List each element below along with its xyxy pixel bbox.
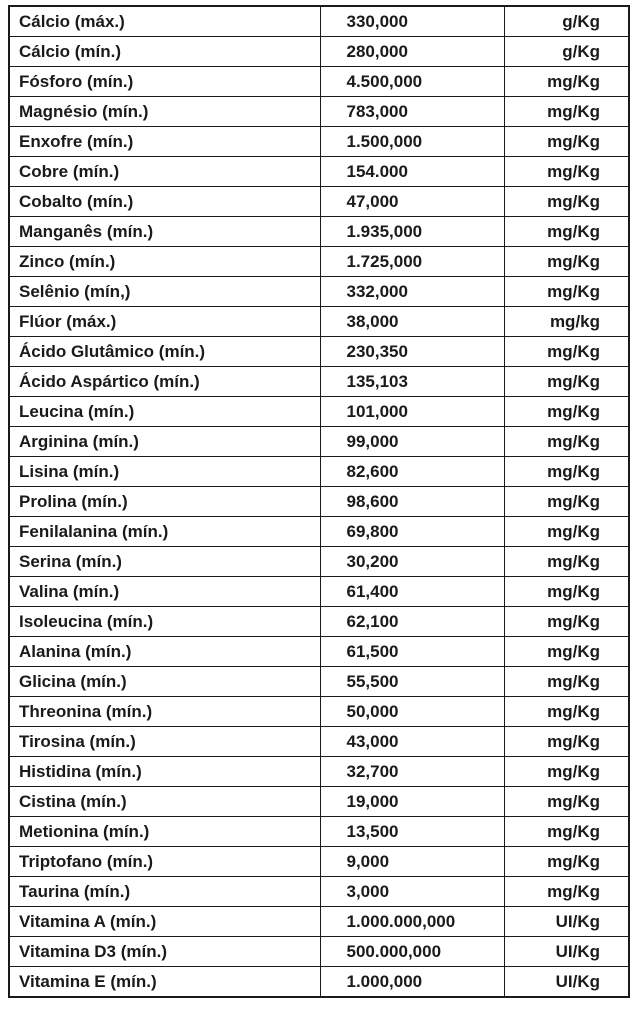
table-row [10,397,628,427]
table-row [10,217,628,247]
nutrient-unit-cell: mg/Kg [504,427,628,457]
nutrient-value-cell: 99,000 [320,427,504,457]
nutrient-name-cell: Manganês (mín.) [10,217,320,247]
nutrient-value-cell: 30,200 [320,547,504,577]
nutrient-name-cell: Flúor (máx.) [10,307,320,337]
table-row [10,457,628,487]
nutrient-unit-cell: mg/Kg [504,637,628,667]
nutrient-value-cell: 55,500 [320,667,504,697]
nutrient-name-cell: Isoleucina (mín.) [10,607,320,637]
nutrient-unit-cell: mg/Kg [504,727,628,757]
nutrient-name-cell: Vitamina A (mín.) [10,907,320,937]
nutrient-name-cell: Histidina (mín.) [10,757,320,787]
nutrient-unit-cell: mg/Kg [504,337,628,367]
nutrient-unit-cell: mg/Kg [504,367,628,397]
nutrient-unit-cell: mg/Kg [504,487,628,517]
nutrient-unit-cell: mg/Kg [504,217,628,247]
nutrient-name-cell: Fenilalanina (mín.) [10,517,320,547]
nutrient-value-cell: 32,700 [320,757,504,787]
table-row [10,757,628,787]
nutrient-value-cell: 50,000 [320,697,504,727]
table-row [10,817,628,847]
nutrient-value-cell: 280,000 [320,37,504,67]
nutrient-name-cell: Vitamina D3 (mín.) [10,937,320,967]
table-row [10,937,628,967]
nutrient-name-cell: Arginina (mín.) [10,427,320,457]
table-row [10,307,628,337]
nutrient-unit-cell: mg/Kg [504,817,628,847]
table-row [10,877,628,907]
table-row [10,277,628,307]
table-row [10,577,628,607]
nutrient-value-cell: 1.935,000 [320,217,504,247]
nutrient-unit-cell: mg/Kg [504,517,628,547]
table-row [10,847,628,877]
nutrient-unit-cell: mg/kg [504,307,628,337]
nutrient-unit-cell: mg/Kg [504,877,628,907]
nutrient-unit-cell: mg/Kg [504,847,628,877]
nutrient-value-cell: 38,000 [320,307,504,337]
table-row [10,787,628,817]
nutrient-value-cell: 61,400 [320,577,504,607]
nutrient-name-cell: Glicina (mín.) [10,667,320,697]
nutrient-unit-cell: UI/Kg [504,937,628,967]
nutrient-value-cell: 9,000 [320,847,504,877]
nutrient-unit-cell: mg/Kg [504,247,628,277]
nutrient-name-cell: Zinco (mín.) [10,247,320,277]
nutrient-name-cell: Prolina (mín.) [10,487,320,517]
nutrient-table-grid [10,7,628,996]
nutrient-unit-cell: g/Kg [504,7,628,37]
nutrient-unit-cell: mg/Kg [504,457,628,487]
nutrient-unit-cell: mg/Kg [504,697,628,727]
nutrient-name-cell: Ácido Glutâmico (mín.) [10,337,320,367]
nutrient-name-cell: Cálcio (máx.) [19,11,125,31]
table-row [10,97,628,127]
nutrient-name-cell: Metionina (mín.) [10,817,320,847]
nutrient-unit-cell: mg/Kg [504,547,628,577]
nutrient-name-cell: Tirosina (mín.) [10,727,320,757]
nutrient-name-cell: Ácido Aspártico (mín.) [10,367,320,397]
table-row [10,487,628,517]
nutrient-table-body [10,7,628,996]
table-row [10,907,628,937]
nutrient-value-cell: 154.000 [320,157,504,187]
nutrient-name-cell: Cobre (mín.) [10,157,320,187]
nutrient-value-cell: 332,000 [320,277,504,307]
nutrient-name-cell: Fósforo (mín.) [10,67,320,97]
nutrient-value-cell: 330,000 [320,7,504,37]
nutrient-value-cell: 82,600 [320,457,504,487]
nutrient-value-cell: 43,000 [320,727,504,757]
nutrient-name-cell: Lisina (mín.) [10,457,320,487]
nutrient-unit-cell: mg/Kg [504,157,628,187]
nutrient-name-cell: Enxofre (mín.) [10,127,320,157]
nutrient-value-cell: 101,000 [320,397,504,427]
nutrient-unit-cell: mg/Kg [504,397,628,427]
table-row [10,967,628,997]
nutrient-unit-cell: mg/Kg [504,577,628,607]
nutrient-name-cell: Leucina (mín.) [10,397,320,427]
nutrient-name-cell: Cistina (mín.) [10,787,320,817]
table-row [10,7,628,37]
nutrient-name-cell: Taurina (mín.) [10,877,320,907]
table-row [10,427,628,457]
nutrient-value-cell: 500.000,000 [320,937,504,967]
nutrient-unit-cell: UI/Kg [504,967,628,997]
nutrient-unit-cell: UI/Kg [504,907,628,937]
nutrient-value-cell: 783,000 [320,97,504,127]
nutrient-value-cell: 135,103 [320,367,504,397]
nutrient-value-cell: 47,000 [320,187,504,217]
nutrient-name-cell: Threonina (mín.) [10,697,320,727]
nutrient-unit-cell: mg/Kg [504,277,628,307]
nutrient-value-cell: 1.000.000,000 [320,907,504,937]
table-row [10,247,628,277]
nutrient-name-cell: Selênio (mín,) [10,277,320,307]
table-row [10,697,628,727]
nutrient-value-cell: 69,800 [320,517,504,547]
nutrient-name-cell: Cálcio (mín.) [10,37,320,67]
nutrient-value-cell: 230,350 [320,337,504,367]
table-row [10,667,628,697]
nutrient-value-cell: 62,100 [320,607,504,637]
nutrient-unit-cell: g/Kg [504,37,628,67]
nutrient-unit-cell: mg/Kg [504,787,628,817]
table-row [10,637,628,667]
table-row [10,67,628,97]
nutrient-name-cell: Triptofano (mín.) [10,847,320,877]
nutrient-unit-cell: mg/Kg [504,97,628,127]
table-row [10,547,628,577]
nutrient-name-cell: Cobalto (mín.) [10,187,320,217]
nutrient-name-cell: Vitamina E (mín.) [10,967,320,997]
table-row [10,607,628,637]
table-row [10,37,628,67]
nutrient-value-cell: 98,600 [320,487,504,517]
nutrient-table [8,5,630,998]
nutrient-value-cell: 1.725,000 [320,247,504,277]
table-row [10,127,628,157]
nutrient-unit-cell: mg/Kg [504,757,628,787]
nutrient-unit-cell: mg/Kg [504,187,628,217]
table-row [10,517,628,547]
nutrient-value-cell: 19,000 [320,787,504,817]
nutrient-value-cell: 1.500,000 [320,127,504,157]
nutrient-unit-cell: mg/Kg [504,607,628,637]
nutrient-value-cell: 13,500 [320,817,504,847]
nutrient-name-cell: Alanina (mín.) [10,637,320,667]
nutrient-unit-cell: mg/Kg [504,67,628,97]
nutrient-value-cell: 1.000,000 [320,967,504,997]
nutrient-unit-cell: mg/Kg [504,667,628,697]
table-row [10,337,628,367]
nutrient-value-cell: 61,500 [320,637,504,667]
table-row [10,187,628,217]
table-row [10,157,628,187]
nutrient-name-cell: Valina (mín.) [10,577,320,607]
nutrient-unit-cell: mg/Kg [504,127,628,157]
nutrient-value-cell: 4.500,000 [320,67,504,97]
nutrient-name-cell: Magnésio (mín.) [10,97,320,127]
table-row [10,727,628,757]
table-row [10,367,628,397]
nutrient-value-cell: 3,000 [320,877,504,907]
nutrient-name-cell: Serina (mín.) [10,547,320,577]
